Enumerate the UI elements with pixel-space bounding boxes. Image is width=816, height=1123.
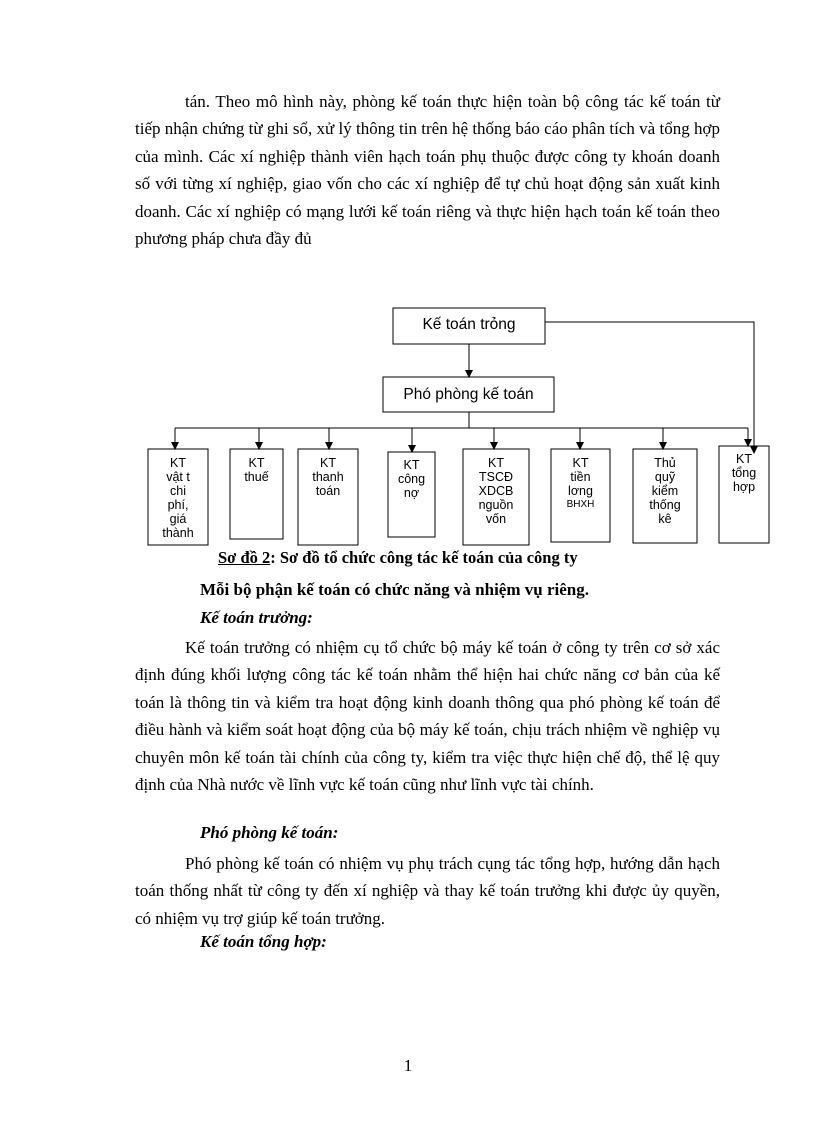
caption-rest: : Sơ đồ tổ chức công tác kế toán của công ty [270,548,578,567]
unit-label-line: vật t [166,470,190,484]
unit-label-line: KT [320,456,336,470]
unit-label-line: Thủ [654,456,676,470]
unit-label-3 [298,456,358,498]
unit-label-line: phí, [167,498,189,512]
unit-label-line: thanh [312,470,344,484]
unit-label-line: giá [169,512,187,526]
unit-label-line: KT [170,456,186,470]
unit-label-line: BHXH [566,499,595,510]
section-body-chief: Kế toán trưởng có nhiệm cụ tổ chức bộ máy kế toán ở công ty trên cơ sở xác định đúng khối lượng công tác kế toán nhằm thể hiện hai chức năng cơ bản của kế toán là thông tin và kiểm tra hoạt động kinh doanh thông qua phó phòng kế toán để điều hành và kiểm soát hoạt động của bộ máy kế toán, chịu trách nhiệm về nghiệp vụ chuyên môn kế toán tài chính của công ty, kiểm tra việc thực hiện chế độ, thể lệ quy định của Nhà nước về lĩnh vực kế toán cũng như lĩnh vực tài chính. [135,638,720,795]
unit-label-5 [463,456,529,526]
unit-label-line: lơng [568,484,593,498]
unit-label-line: chi [170,484,186,498]
unit-label-line: tiền [570,470,591,484]
connector-top-right [545,322,754,453]
unit-label-line: nợ [403,486,420,500]
deputy-label: Phó phòng kế toán [403,386,534,403]
section-heading-general: Kế toán tổng hợp: [200,932,327,951]
unit-label-line: kiểm [651,484,679,498]
unit-label-1 [148,456,208,540]
unit-label-line: TSCĐ [478,470,514,484]
unit-label-line: tổng [731,466,757,480]
caption-prefix: Sơ đồ 2 [218,548,271,567]
unit-label-line: thành [162,526,194,540]
unit-label-line: KT [403,458,420,472]
unit-label-line: KT [736,452,752,466]
section-heading-chief: Kế toán trưởng: [200,608,313,627]
diagram-caption [218,548,578,568]
unit-label-4 [388,458,435,500]
unit-label-line: KT [572,456,589,470]
unit-label-line: thuế [244,470,269,484]
unit-label-line: thống [649,498,681,512]
summary-line: Mỗi bộ phận kế toán có chức năng và nhiệm vụ riêng. [200,580,589,599]
intro-paragraph: tán. Theo mô hình này, phòng kế toán thực hiện toàn bộ công tác kế toán từ tiếp nhận chứng từ ghi sổ, xử lý thông tin trên hệ thống báo cáo phân tích và tổng hợp của mình. Các xí nghiệp thành viên hạch toán phụ thuộc được công ty khoán doanh số với từng xí nghiệp, giao vốn cho các xí nghiệp để tự chủ hoạt động sản xuất kinh doanh. Các xí nghiệp có mạng lưới kế toán riêng và thực hiện hạch toán kế toán theo phương pháp chưa đầy đủ [135,92,720,249]
unit-label-7 [633,456,697,526]
unit-label-line: toán [315,484,341,498]
unit-label-line: KT [248,456,265,470]
page-number: 1 [403,1056,413,1075]
unit-label-line: quỹ [654,470,676,484]
section-body-deputy: Phó phòng kế toán có nhiệm vụ phụ trách cụng tác tổng hợp, hướng dẫn hạch toán thống nhất từ công ty đến xí nghiệp và thay kế toán trưởng khi được ủy quyền, có nhiệm vụ trợ giúp kế toán trưởng. [135,854,720,928]
unit-label-line: nguồn [478,498,514,512]
section-heading-deputy: Phó phòng kế toán: [200,823,339,842]
unit-label-line: XDCB [478,484,514,498]
unit-label-line: hợp [732,480,756,494]
unit-label-6 [551,456,610,512]
unit-label-8 [719,452,769,494]
unit-label-line: KT [488,456,504,470]
unit-label-line: kê [658,512,672,526]
unit-label-2 [230,456,283,484]
chief-accountant-label: Kế toán trỏng [422,316,516,333]
unit-label-line: công [397,472,426,486]
unit-label-line: vốn [485,512,507,526]
